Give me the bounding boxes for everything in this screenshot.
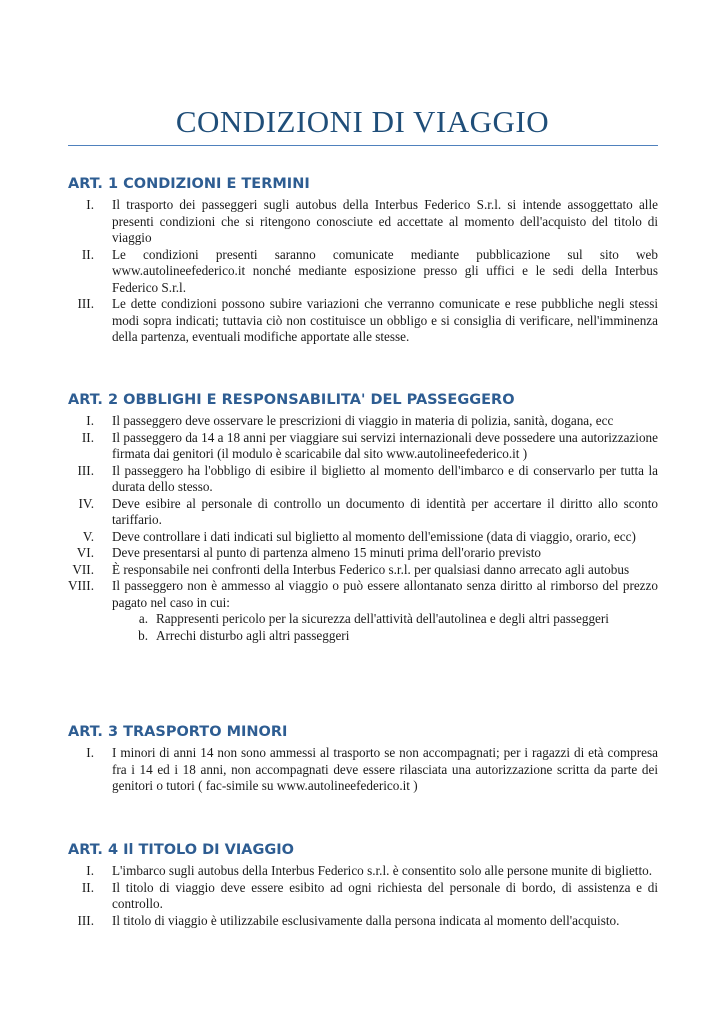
subitem-text: Arrechi disturbo agli altri passeggeri — [156, 627, 350, 643]
list-item — [68, 545, 658, 562]
subitem-letter: b. — [138, 627, 148, 643]
article-1 — [68, 176, 658, 346]
subitem-letter: a. — [138, 611, 148, 626]
list-item — [68, 247, 658, 297]
document-title: CONDIZIONI DI VIAGGIO — [175, 104, 550, 139]
article-2-list — [68, 413, 658, 644]
item-text: Il passeggero da 14 a 18 anni per viaggiare sui servizi internazionali deve possedere una autorizzazione firmata dai genitori (il modulo è scaricabile dal sito www.autolineefederico.it ) — [112, 429, 658, 461]
list-item — [68, 863, 658, 880]
item-number: III. — [77, 462, 94, 478]
sub-list — [112, 611, 658, 644]
item-number: II. — [81, 879, 94, 895]
list-item — [68, 913, 658, 930]
list-item — [68, 562, 658, 579]
item-text: Il titolo di viaggio è utilizzabile esclusivamente dalla persona indicata al momento dell'acquisto. — [112, 912, 620, 928]
list-item — [68, 880, 658, 913]
article-3 — [68, 724, 658, 795]
item-number: III. — [77, 296, 94, 311]
article-heading: ART. 2 OBBLIGHI E RESPONSABILITA' DEL PASSEGGERO — [68, 392, 515, 408]
article-4-list — [68, 863, 658, 929]
item-text: È responsabile nei confronti della Interbus Federico s.r.l. per qualsiasi danno arrecato agli autobus — [112, 561, 630, 577]
item-number: VI. — [76, 545, 94, 560]
item-number: II. — [81, 246, 94, 262]
item-text: Il passeggero ha l'obbligo di esibire il biglietto al momento dell'imbarco e di conservarlo per tutta la durata dello stesso. — [112, 462, 658, 494]
subitem-text: Rappresenti pericolo per la sicurezza dell'attività dell'autolinea e degli altri passeggeri — [156, 611, 609, 626]
list-item — [68, 496, 658, 529]
item-text: L'imbarco sugli autobus della Interbus Federico s.r.l. è consentito solo alle persone munite di biglietto. — [112, 863, 653, 878]
item-text: I minori di anni 14 non sono ammessi al trasporto se non accompagnati; per i ragazzi di età compresa fra i 14 ed i 18 anni, non accompagnati deve essere rilasciata una autorizzazione scritta da parte dei genitori o tutori ( fac-simile su www.autolineefederico.it ) — [112, 745, 658, 793]
sub-list-item — [112, 611, 658, 628]
list-item — [68, 578, 658, 644]
list-item — [68, 413, 658, 430]
item-text: Il titolo di viaggio deve essere esibito ad ogni richiesta del personale di bordo, di assistenza e di controllo. — [112, 879, 658, 911]
article-2 — [68, 392, 658, 644]
item-text: Il trasporto dei passeggeri sugli autobus della Interbus Federico S.r.l. si intende assoggettato alle presenti condizioni che si ritengono conosciute ed accettate al momento dell'acquisto del titolo di viaggio — [112, 197, 658, 245]
item-number: IV. — [78, 495, 94, 511]
list-item — [68, 296, 658, 346]
article-heading: ART. 4 Il TITOLO DI VIAGGIO — [68, 842, 294, 858]
item-number: VIII. — [68, 578, 94, 593]
item-number: I. — [86, 197, 94, 212]
list-item — [68, 430, 658, 463]
item-text: Le dette condizioni possono subire variazioni che verranno comunicate e rese pubbliche negli stessi modi sopra indicati; tuttavia ciò non costituisce un obbligo e si consiglia di verificare, nell'imminenza della partenza, eventuali modifiche apportate alle stesse. — [112, 296, 658, 344]
item-number: V. — [82, 528, 94, 544]
item-number: I. — [86, 413, 94, 428]
item-text: Deve esibire al personale di controllo un documento di identità per accertare il diritto allo sconto tariffario. — [112, 495, 658, 527]
item-text: Il passeggero deve osservare le prescrizioni di viaggio in materia di polizia, sanità, dogana, ecc — [112, 413, 614, 428]
article-heading: ART. 1 CONDIZIONI E TERMINI — [68, 176, 310, 192]
item-number: III. — [77, 912, 94, 928]
list-item — [68, 745, 658, 795]
article-1-list — [68, 197, 658, 346]
item-number: I. — [86, 745, 94, 760]
article-4 — [68, 842, 658, 929]
item-text: Il passeggero non è ammesso al viaggio o può essere allontanato senza diritto al rimborso del prezzo pagato nel caso in cui: — [112, 578, 658, 610]
item-number: VII. — [72, 561, 94, 577]
item-text: Le condizioni presenti saranno comunicate mediante pubblicazione sul sito web www.autolineefederico.it nonché mediante esposizione presso gli uffici e le sedi della Interbus Federico S.r.l. — [112, 246, 658, 295]
article-heading: ART. 3 TRASPORTO MINORI — [68, 724, 288, 740]
list-item — [68, 197, 658, 247]
item-number: I. — [86, 863, 94, 878]
article-3-list — [68, 745, 658, 795]
list-item — [68, 529, 658, 546]
sub-list-item — [112, 628, 658, 645]
item-text: Deve controllare i dati indicati sul biglietto al momento dell'emissione (data di viaggio, orario, ecc) — [112, 528, 636, 544]
list-item — [68, 463, 658, 496]
item-text: Deve presentarsi al punto di partenza almeno 15 minuti prima dell'orario previsto — [112, 545, 542, 560]
item-number: II. — [81, 429, 94, 445]
title-divider — [68, 145, 658, 146]
